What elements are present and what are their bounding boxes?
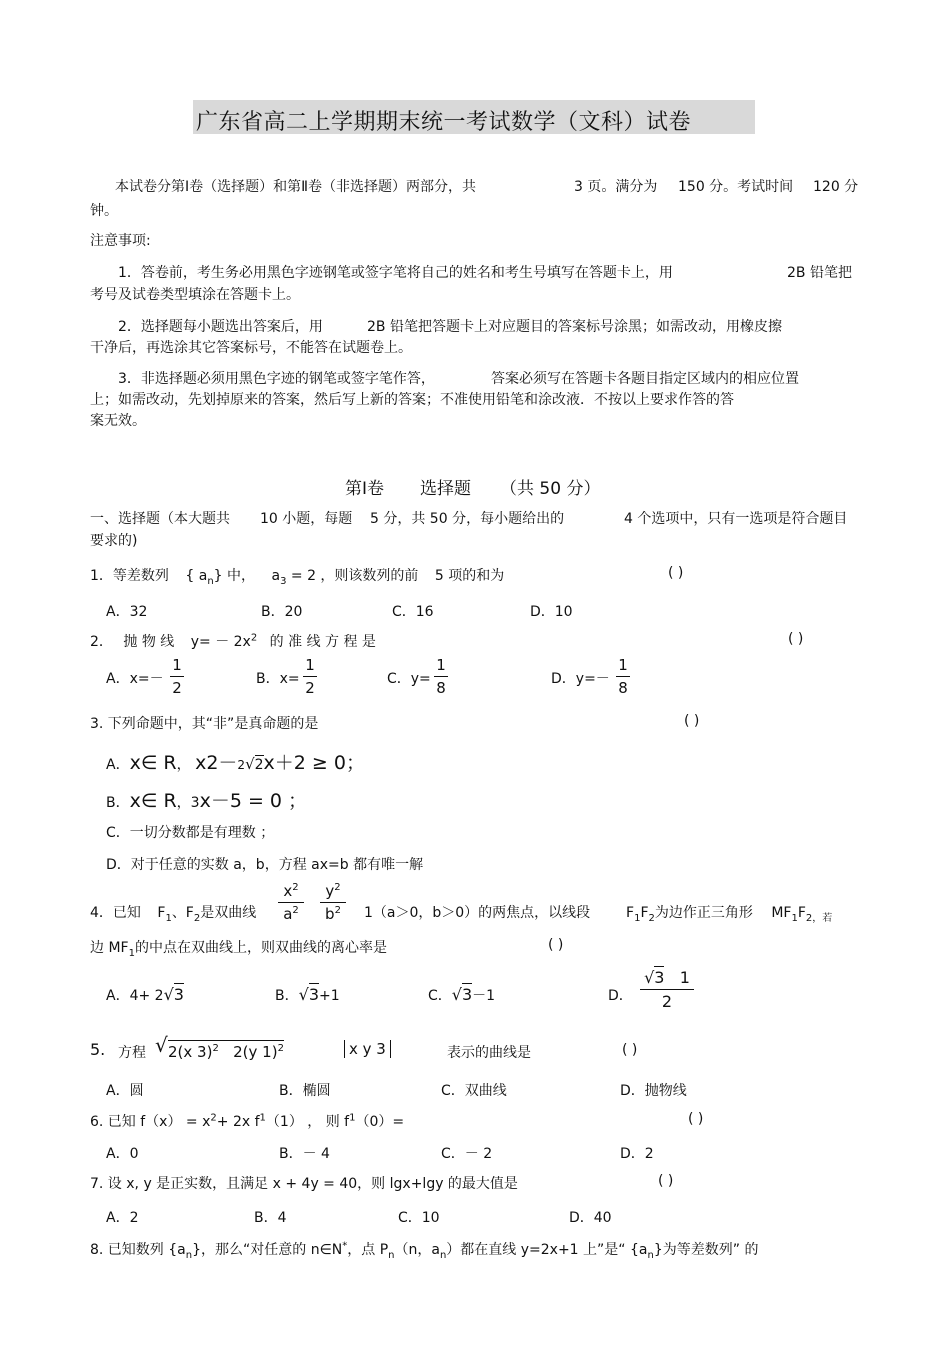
q-math: F	[797, 905, 806, 921]
q-math: 2(y 1)	[233, 1043, 278, 1061]
notice-item: 2．选择题每小题选出答案后，用	[118, 319, 323, 335]
q-math: （0）=	[355, 1114, 405, 1130]
sqrt-sign: √	[155, 1033, 168, 1057]
option-c: C．双曲线	[441, 1083, 507, 1099]
q-math: 2	[237, 758, 246, 772]
q-math: 2	[210, 1112, 217, 1124]
question-5-number: 5.	[90, 1040, 106, 1059]
answer-paren: ( )	[668, 565, 684, 581]
q-math: 1	[165, 912, 172, 924]
q-math: a	[271, 568, 281, 584]
fraction	[320, 882, 346, 923]
q-text: 表示的曲线是	[447, 1045, 531, 1061]
q-math: 1	[259, 1112, 266, 1124]
q-math: *	[342, 1240, 348, 1252]
q-math: 3	[461, 985, 473, 1004]
option-c: C．10	[398, 1210, 440, 1226]
fraction	[303, 656, 317, 697]
option-d: D．2	[620, 1146, 654, 1162]
q-math: 、F	[171, 905, 194, 921]
q-math: 3	[280, 575, 287, 587]
option-c: C．y=	[387, 671, 431, 687]
q-math: 2，若	[805, 912, 833, 924]
option-a: A．x=－	[106, 671, 164, 687]
numerator: 1	[679, 968, 690, 987]
q-math: x∈ R	[129, 752, 177, 774]
option-c: C．√3－1	[428, 985, 496, 1004]
notice-item: 1．答卷前，考生务必用黑色字迹钢笔或签字笔将自己的姓名和考生号填写在答题卡上，用	[118, 265, 673, 281]
q-math: { a	[185, 568, 208, 584]
q-text: 2．	[90, 634, 113, 650]
denominator: 2	[172, 679, 182, 697]
option-c: C．16	[392, 604, 434, 620]
q-text: 为边作正三角形	[654, 905, 753, 921]
numerator: x	[283, 882, 293, 900]
q-math: x－5 = 0 ；	[199, 790, 308, 812]
section-desc: 5 分，共 50 分，每小题给出的	[370, 511, 565, 527]
option-label: B．	[275, 988, 299, 1004]
q-math: n	[388, 1249, 395, 1261]
q-math: ）都在直线 y=2x+1 上”是“ {a	[446, 1242, 648, 1258]
option-a: A．2	[106, 1210, 139, 1226]
intro-text: 120 分	[813, 179, 859, 195]
q-math: 6. 已知 f（x） = x	[90, 1114, 211, 1130]
q-math: x＋2 ≥ 0；	[263, 752, 365, 774]
option-d: D．抛物线	[620, 1083, 687, 1099]
q-text: 是双曲线	[200, 905, 257, 921]
q-math: F	[157, 905, 166, 921]
q-text: 5 项的和为	[434, 568, 505, 584]
option-a: A．0	[106, 1146, 139, 1162]
answer-paren: ( )	[622, 1042, 638, 1058]
notice-heading: 注意事项:	[90, 233, 151, 249]
exponent: 2	[334, 905, 341, 916]
q-math: 2	[193, 912, 201, 924]
answer-paren: ( )	[688, 1111, 704, 1127]
option-b	[106, 786, 307, 813]
option-b: B．20	[261, 604, 303, 620]
q-math: + 2x f	[216, 1114, 260, 1130]
section-desc: 要求的)	[90, 533, 138, 549]
notice-item: 2B 铅笔把答题卡上对应题目的答案标号涂黑；如需改动，用橡皮擦	[367, 319, 782, 335]
q-text: 方程	[118, 1045, 146, 1061]
denominator: 2	[305, 679, 315, 697]
question-6	[90, 1111, 404, 1131]
q-math: ，点 P	[347, 1242, 389, 1258]
q-math: 边 MF	[90, 940, 129, 956]
option-label: B．	[106, 795, 130, 811]
question-7: 7. 设 x, y 是正实数，且满足 x + 4y = 40，则 lgx+lgy 的最大值是	[90, 1176, 518, 1192]
option-b: B．4	[254, 1210, 287, 1226]
page-title: 广东省高二上学期期末统一考试数学（文科）试卷	[196, 110, 692, 135]
option-d: D．40	[569, 1210, 612, 1226]
q-math: n	[185, 1249, 193, 1261]
q-math: 2	[250, 632, 258, 644]
q-math: n	[647, 1249, 654, 1261]
q-text	[626, 902, 832, 924]
radicand	[168, 1040, 284, 1061]
option-b: B．√3+1	[275, 985, 340, 1004]
notice-item: 考号及试卷类型填涂在答题卡上。	[90, 287, 300, 303]
q-math: 1	[791, 912, 798, 924]
question-3: 3. 下列命题中，其“非”是真命题的是	[90, 716, 319, 732]
q-text: } 中，	[213, 568, 256, 584]
fraction	[434, 656, 448, 697]
q-math: 2	[648, 912, 655, 924]
q-text: 抛 物 线	[123, 634, 175, 650]
q-text: 的中点在双曲线上，则双曲线的离心率是	[134, 940, 387, 956]
option-b: B．x=	[256, 671, 300, 687]
q-math: y= － 2x	[190, 634, 251, 650]
q-text: 1（a＞0，b＞0）的两焦点，以线段	[364, 905, 591, 921]
q-math: ，3	[176, 795, 200, 811]
notice-item: 干净后，再选涂其它答案标号，不能答在试题卷上。	[90, 340, 412, 356]
section-title: （共 50 分）	[500, 479, 601, 499]
q-math: }，那么“对任意的 n∈N	[192, 1242, 343, 1258]
exponent: 2	[292, 882, 299, 893]
option-d: D．10	[530, 604, 573, 620]
numerator: 1	[618, 656, 628, 674]
numerator: 3	[654, 968, 665, 987]
q-math: n	[207, 575, 214, 587]
q-math: 1	[128, 947, 135, 959]
question-8	[90, 1239, 758, 1261]
option-a: A．x∈ R， x2－2√2x＋2 ≥ 0；	[106, 752, 365, 774]
section-desc: 10 小题，每题	[260, 511, 353, 527]
q-text: = 2 ，则该数列的前	[290, 568, 419, 584]
notice-item: 上；如需改动，先划掉原来的答案，然后写上新的答案；不准使用铅笔和涂改液．不按以上要求作答的答	[90, 392, 734, 408]
exponent: 2	[292, 905, 299, 916]
fraction: √3 1 2	[640, 968, 694, 1011]
q-math: 2	[277, 1043, 284, 1054]
numerator: 1	[436, 656, 446, 674]
answer-paren: ( )	[658, 1173, 674, 1189]
option-c: C．－ 2	[441, 1146, 493, 1162]
exponent: 2	[334, 882, 341, 893]
numerator: y	[325, 882, 335, 900]
section-title: 第Ⅰ卷	[345, 479, 385, 499]
intro-text: 本试卷分第Ⅰ卷（选择题）和第Ⅱ卷（非选择题）两部分，共	[115, 179, 477, 195]
numerator: 1	[305, 656, 315, 674]
denominator: b	[325, 905, 335, 923]
q-math: x2－	[195, 752, 238, 774]
q-math: 3	[308, 985, 319, 1004]
denominator: 8	[436, 679, 446, 697]
q-math: 8. 已知数列 {a	[90, 1242, 186, 1258]
q-math: n	[439, 1249, 447, 1261]
answer-paren: ( )	[548, 937, 564, 953]
option-a: A．4+ 2√3	[106, 985, 184, 1004]
q-math: 2(x 3)	[168, 1043, 213, 1061]
notice-item: 3．非选择题必须用黑色字迹的钢笔或签字笔作答，	[118, 371, 435, 387]
q-math: +1	[319, 988, 340, 1004]
q-math: 3	[173, 985, 184, 1004]
option-c: C．一切分数都是有理数 ；	[106, 825, 275, 841]
q-math: x∈ R	[129, 790, 177, 812]
q-math: }为等差数列” 的	[653, 1242, 759, 1258]
q-text	[90, 937, 387, 959]
section-desc: 4 个选项中，只有一选项是符合题目	[624, 511, 848, 527]
intro-text: 钟。	[90, 203, 118, 219]
q-math: 1	[349, 1112, 356, 1124]
notice-item: 答案必须写在答题卡各题目指定区域内的相应位置	[491, 371, 799, 387]
answer-paren: ( )	[788, 631, 804, 647]
option-d: D．对于任意的实数 a，b，方程 ax=b 都有唯一解	[106, 857, 424, 873]
q-text: 的 准 线 方 程 是	[269, 634, 376, 650]
section-desc: 一、选择题（本大题共	[90, 511, 230, 527]
answer-paren: ( )	[684, 713, 700, 729]
q-math: 2	[254, 757, 264, 773]
option-a: A．32	[106, 604, 148, 620]
q-math: 1	[634, 912, 641, 924]
q-math: 2	[212, 1043, 219, 1054]
denominator: 8	[618, 679, 628, 697]
intro-text: 150 分。考试时间	[678, 179, 794, 195]
q-text: 1．等差数列	[90, 568, 169, 584]
q-math: ，	[176, 757, 191, 773]
question-4	[90, 902, 256, 924]
q-math: （1） ， 则 f	[265, 1114, 350, 1130]
q-math: MF	[771, 905, 792, 921]
intro-text: 3 页。满分为	[574, 179, 658, 195]
notice-item: 2B 铅笔把	[787, 265, 852, 281]
abs-value	[344, 1040, 391, 1058]
option-label: A．	[106, 757, 130, 773]
q-math: F	[626, 905, 635, 921]
q-text: 4．已知	[90, 905, 141, 921]
question-2	[90, 631, 376, 651]
q-math: －1	[472, 988, 496, 1004]
option-d: D．	[608, 988, 633, 1004]
q-math: x y 3	[349, 1040, 386, 1058]
notice-item: 案无效。	[90, 413, 146, 429]
option-d: D．y=－	[551, 671, 610, 687]
fraction	[170, 656, 184, 697]
fraction	[278, 882, 304, 923]
fraction	[616, 656, 630, 697]
denominator: 2	[661, 992, 673, 1011]
option-b: B．椭圆	[279, 1083, 331, 1099]
question-1	[90, 565, 504, 587]
q-math: F	[640, 905, 649, 921]
q-math: （n，a	[394, 1242, 440, 1258]
numerator: 1	[172, 656, 182, 674]
option-label: C．	[428, 988, 452, 1004]
option-b: B．－ 4	[279, 1146, 330, 1162]
option-a: A．圆	[106, 1083, 144, 1099]
denominator: a	[283, 905, 293, 923]
section-title: 选择题	[420, 479, 471, 499]
option-label: A．4+ 2	[106, 988, 164, 1004]
